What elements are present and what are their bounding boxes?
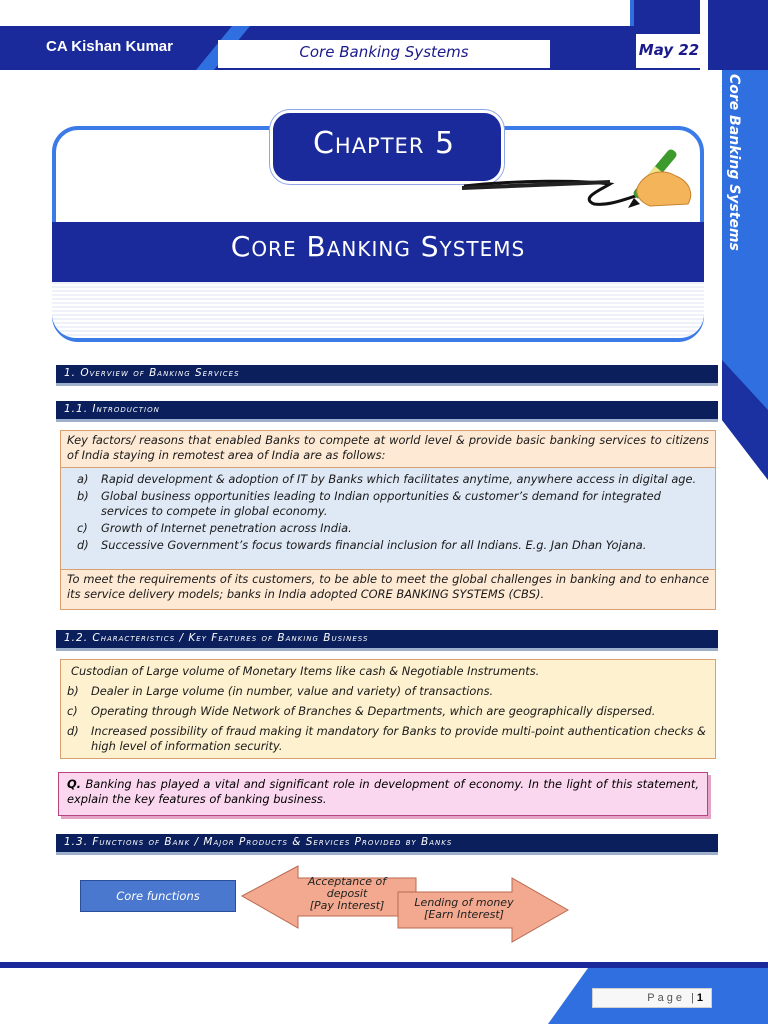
characteristics-list	[60, 659, 716, 759]
lending-label: Lending of money [Earn Interest]	[414, 896, 514, 921]
list-item: b) Global business opportunities leading to Indian opportunities & customer’s demand for integrated services to compete in global economy.	[77, 489, 661, 518]
list-item: c) Operating through Wide Network of Branches & Departments, which are geographically dispersed.	[67, 704, 656, 718]
list-item: b) Dealer in Large volume (in number, value and variety) of transactions.	[67, 684, 494, 698]
core-functions-box: Core functions	[80, 880, 236, 912]
list-item: a) Rapid development & adoption of IT by Banks which facilitates anytime, anywhere access in digital age.	[77, 472, 697, 486]
intro-list	[60, 468, 716, 570]
question-text: Banking has played a vital and significant role in development of economy. In the light of this statement, explain the key features of banking business.	[67, 777, 699, 806]
deposit-label: Acceptance of deposit [Pay Interest]	[307, 875, 387, 912]
intro-conclusion: To meet the requirements of its customers, to be able to meet the global challenges in banking and to enhance its service delivery models; banks in India adopted CORE BANKING SYSTEMS (CBS).	[60, 570, 716, 610]
page-number: 1	[696, 992, 703, 1004]
section-heading-text: 1.1. Introduction	[64, 403, 160, 415]
header-subject: Core Banking Systems	[299, 43, 469, 61]
chapter-label: Chapter 5	[312, 126, 456, 161]
list-item: c) Growth of Internet penetration across India.	[77, 521, 352, 535]
chapter-title: Core Banking Systems	[230, 230, 526, 263]
list-item: d) Successive Government’s focus towards financial inclusion for all Indians. E.g. Jan Dhan Yojana.	[77, 538, 647, 552]
question-box	[58, 772, 708, 816]
section-heading-overview	[56, 365, 718, 386]
question-label: Q.	[67, 777, 82, 791]
page-word: Page	[647, 992, 685, 1004]
section-heading-text: 1. Overview of Banking Services	[64, 367, 240, 379]
list-item: d) Increased possibility of fraud making it mandatory for Banks to provide multi-point authentication checks & high level of information security.	[67, 724, 706, 753]
writing-hand-icon	[460, 140, 700, 216]
section-heading-characteristics	[56, 630, 718, 651]
chapter-stripes	[52, 282, 704, 338]
list-item: Custodian of Large volume of Monetary Items like cash & Negotiable Instruments.	[71, 664, 540, 678]
section-heading-text: 1.3. Functions of Bank / Major Products & Services Provided by Banks	[64, 836, 453, 848]
section-heading-functions	[56, 834, 718, 855]
page-indicator: Page |1	[592, 988, 712, 1008]
header-date: May 22	[638, 41, 700, 59]
author-name: CA Kishan Kumar	[46, 38, 173, 55]
side-banner-text-wrap	[704, 70, 768, 270]
section-heading-introduction	[56, 401, 718, 422]
section-heading-text: 1.2. Characteristics / Key Features of Banking Business	[64, 632, 369, 644]
side-banner-text: Core Banking Systems	[726, 74, 742, 251]
intro-paragraph: Key factors/ reasons that enabled Banks to compete at world level & provide basic banking services to citizens of India staying in remotest area of India are as follows:	[60, 430, 716, 468]
